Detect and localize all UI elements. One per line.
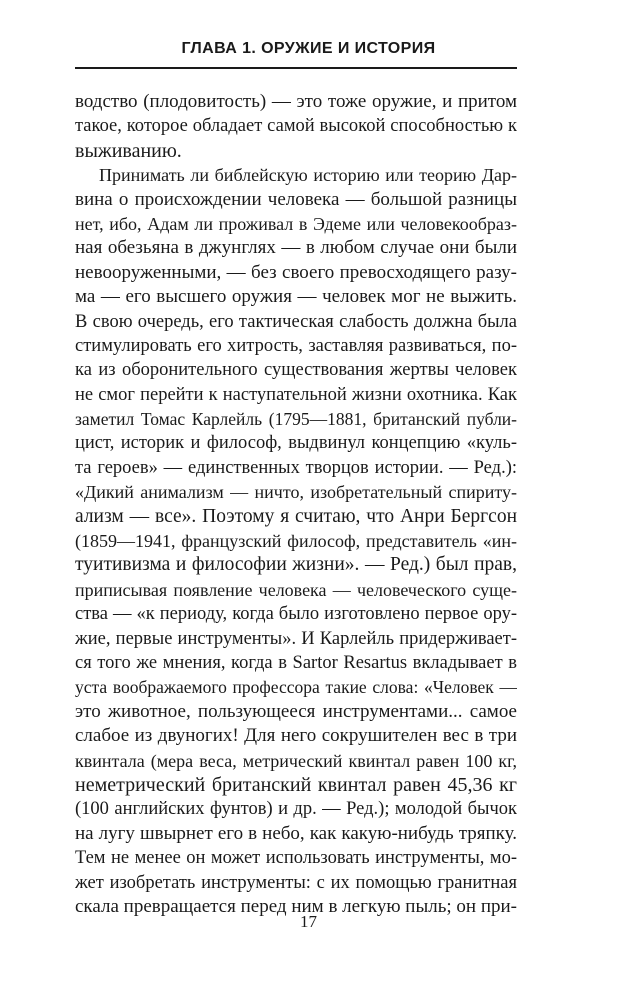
text-line: ализм — все». Поэтому я считаю, что Анри Бергсон [75, 505, 517, 527]
text-line: приписывая появление человека — человеческого суще- [75, 579, 517, 600]
text-line: цист, историк и философ, выдвинул концепцию «куль- [75, 433, 517, 454]
text-line: слабое из двуногих! Для него сокрушителен вес в три [75, 725, 517, 747]
text-line: неметрический британский квинтал равен 45,36 кг [75, 773, 517, 796]
text-line: на лугу швырнет его в небо, как какую-нибудь тряпку. [75, 822, 517, 844]
page-body [75, 90, 517, 919]
text-line: туитивизма и философии жизни». — Ред.) был прав, [75, 554, 517, 576]
text-line: Принимать ли библейскую историю или теорию Дар- [99, 165, 517, 186]
text-line: стимулировать его хитрость, заставляя развиваться, по- [75, 335, 517, 356]
page-number: 17 [300, 912, 317, 931]
text-line: та героев» — единственных творцов истории. — Ред.): [75, 457, 517, 478]
text-line: нет, ибо, Адам ли проживал в Эдеме или человекообраз- [75, 213, 517, 234]
text-line: водство (плодовитость) — это тоже оружие, и притом [75, 91, 517, 112]
text-line: ства — «к периоду, когда было изготовлено первое ору- [75, 604, 517, 625]
text-line: ка из оборонительного существования жертвы человек [75, 360, 517, 381]
text-line: «Дикий анимализм — ничто, изобретательный спириту- [75, 482, 517, 503]
text-line: такое, которое обладает самой высокой способностью к [75, 116, 517, 137]
text-line: (1859—1941, французский философ, представитель «ин- [75, 531, 517, 552]
text-line: скала превращается перед ним в легкую пыль; он при- [75, 895, 517, 917]
text-line: Тем не менее он может использовать инструменты, мо- [75, 848, 517, 869]
text-line: (100 английских фунтов) и др. — Ред.); молодой бычок [75, 799, 517, 820]
text-line: уста воображаемого профессора такие слова: «Человек — [75, 677, 517, 698]
text-line: вина о происхождении человека — большой разницы [75, 188, 517, 210]
text-line: не смог перейти к наступательной жизни охотника. Как [75, 384, 517, 405]
text-line: ся того же мнения, когда в Sartor Resartus вкладывает в [75, 652, 517, 673]
text-line: жие, первые инструменты». И Карлейль придерживает- [75, 628, 517, 649]
text-line: это животное, пользующееся инструментами... самое [75, 700, 517, 722]
header-rule [75, 67, 517, 69]
text-line: ная обезьяна в джунглях — в любом случае они были [75, 237, 517, 259]
text-line: В свою очередь, его тактическая слабость должна была [75, 311, 517, 332]
text-line: квинтала (мера веса, метрический квинтал равен 100 кг, [75, 750, 517, 771]
text-line: выживанию. [75, 139, 182, 162]
running-header: ГЛАВА 1. ОРУЖИЕ И ИСТОРИЯ [181, 40, 436, 57]
text-line: жет изобретать инструменты: с их помощью гранитная [75, 872, 517, 893]
text-line: заметил Томас Карлейль (1795—1881, британский публи- [75, 409, 517, 430]
text-line: невооруженными, — без своего превосходящего разу- [75, 261, 517, 283]
text-line: ма — его высшего оружия — человек мог не выжить. [75, 286, 517, 308]
